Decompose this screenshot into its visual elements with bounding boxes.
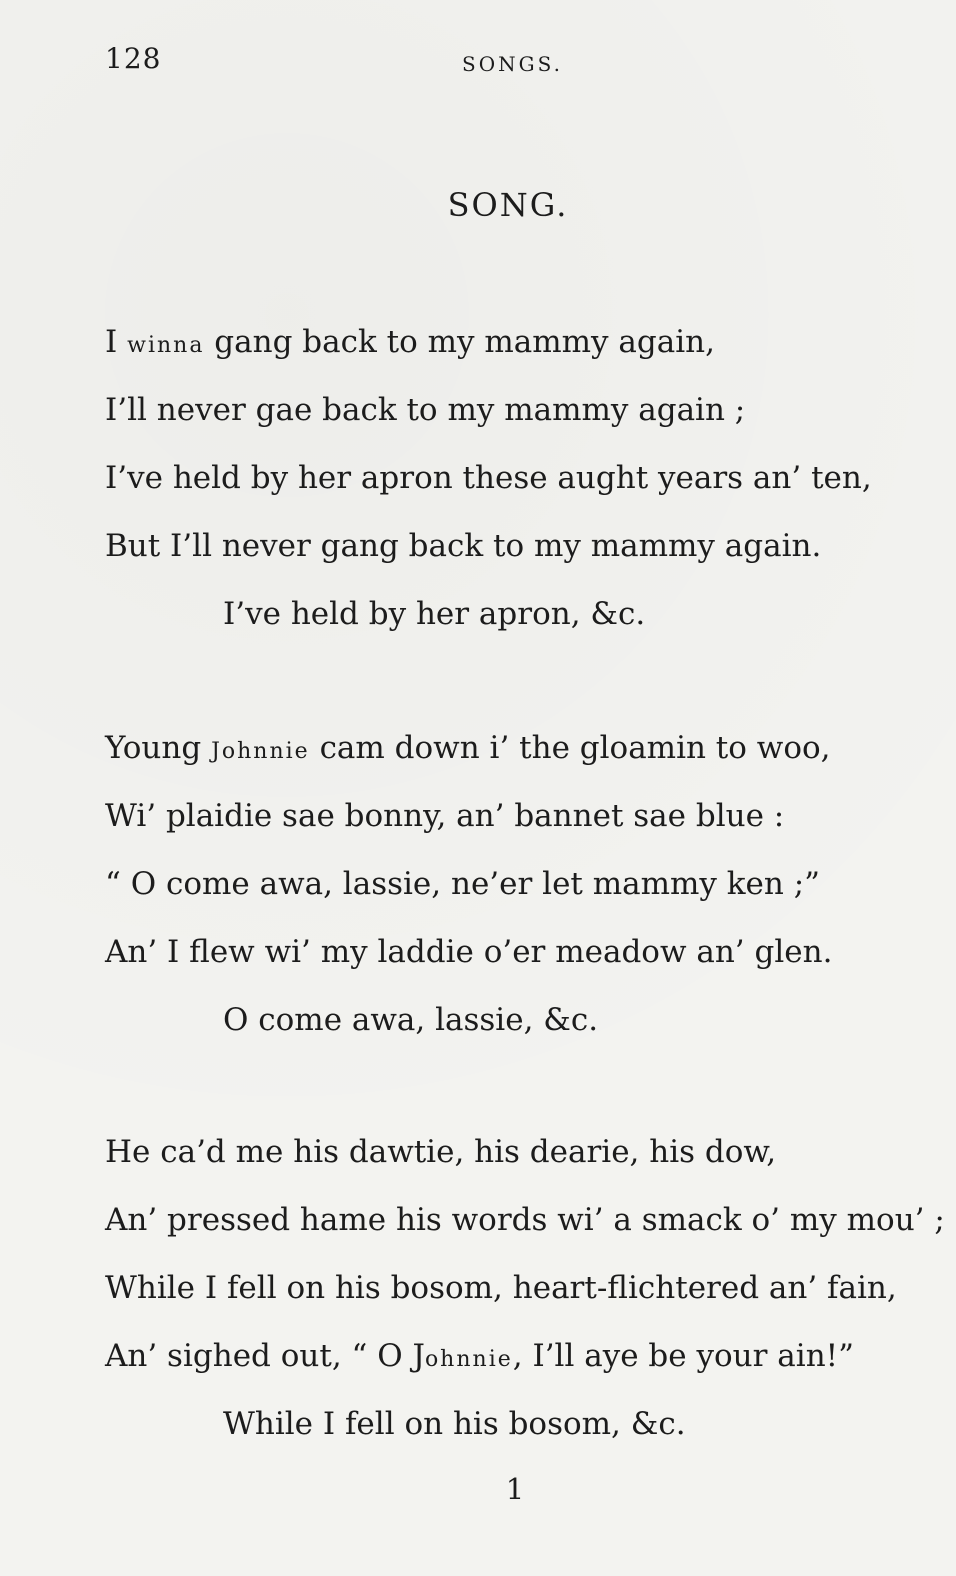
refrain-line: I’ve held by her apron, &c.: [223, 596, 646, 632]
page-number: 128: [105, 42, 162, 75]
song-title: SONG.: [447, 186, 569, 224]
verse-line: An’ pressed hame his words wi’ a smack o’ my mou’ ;: [105, 1202, 945, 1238]
verse-line: He ca’d me his dawtie, his dearie, his dow,: [105, 1134, 777, 1170]
verse-line: I’ll never gae back to my mammy again ;: [105, 392, 746, 428]
stanza-1: [105, 308, 925, 648]
verse-line: But I’ll never gang back to my mammy again.: [105, 528, 822, 564]
verse-line: Wi’ plaidie sae bonny, an’ bannet sae blue :: [105, 798, 785, 834]
verse-line: “ O come awa, lassie, ne’er let mammy ken ;”: [105, 866, 821, 902]
running-title: SONGS.: [462, 52, 563, 76]
signature-mark: 1: [505, 1472, 525, 1506]
stanza-3: [105, 1118, 945, 1458]
refrain-line: O come awa, lassie, &c.: [223, 1002, 599, 1038]
verse-line: I’ve held by her apron these aught years an’ ten,: [105, 460, 872, 496]
stanza-2: [105, 714, 925, 1054]
verse-line: An’ I flew wi’ my laddie o’er meadow an’ glen.: [105, 934, 833, 970]
small-caps-word: winna: [127, 333, 205, 358]
small-caps-word: ohnnie: [424, 1347, 513, 1372]
verse-line: Young Johnnie cam down i’ the gloamin to woo,: [105, 730, 831, 766]
verse-line: An’ sighed out, “ O Johnnie, I’ll aye be your ain!”: [105, 1338, 854, 1374]
running-head: [105, 42, 910, 82]
verse-line: I winna gang back to my mammy again,: [105, 324, 715, 360]
refrain-line: While I fell on his bosom, &c.: [223, 1406, 686, 1442]
verse-line: While I fell on his bosom, heart-flichtered an’ fain,: [105, 1270, 897, 1306]
small-caps-word: Johnnie: [211, 739, 310, 764]
